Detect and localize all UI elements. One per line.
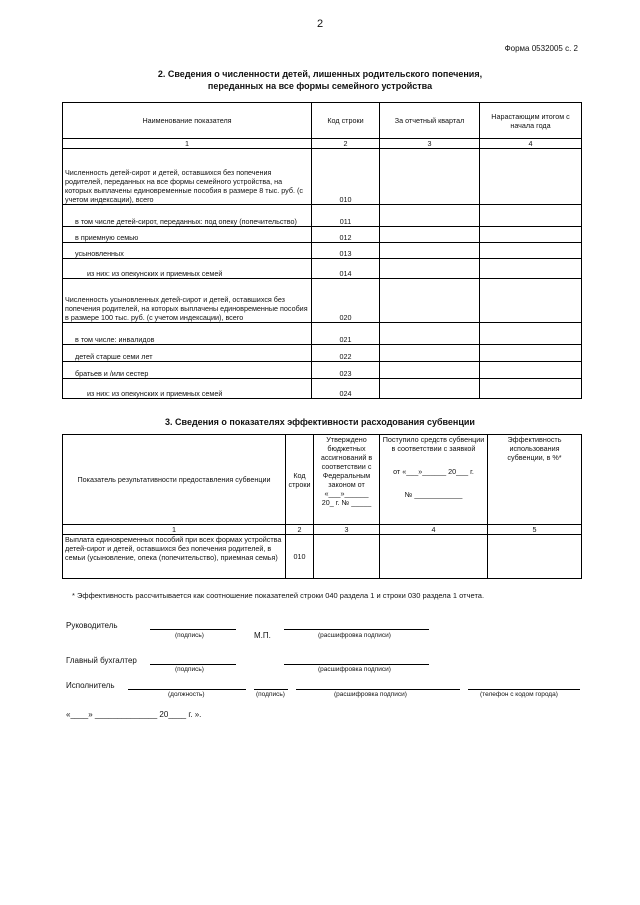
row-label: детей старше семи лет [63, 345, 312, 362]
form-label: Форма 0532005 с. 2 [504, 44, 578, 53]
executor-signature-line[interactable] [254, 689, 288, 690]
row-code: 011 [312, 205, 380, 227]
cell-quarter[interactable] [380, 362, 480, 379]
received-date: от «___»______ 20___ г. [393, 467, 474, 476]
colnum: 4 [480, 139, 582, 149]
page-number: 2 [316, 18, 324, 30]
section2-title-line1: 2. Сведения о численности детей, лишенных родительского попечения, [157, 69, 483, 79]
colnum: 4 [380, 525, 488, 535]
head-decoding-line[interactable] [284, 629, 429, 630]
date-line: «____» ______________ 20____ г. ». [66, 710, 202, 719]
accountant-signature-caption: (подпись) [175, 666, 204, 673]
head-signature-caption: (подпись) [175, 632, 204, 639]
colnum: 3 [314, 525, 380, 535]
stamp-label: М.П. [254, 631, 271, 640]
executor-signature-caption: (подпись) [256, 691, 285, 698]
cell-cumulative[interactable] [480, 362, 582, 379]
cell-quarter[interactable] [380, 279, 480, 323]
colnum: 2 [312, 139, 380, 149]
cell-quarter[interactable] [380, 323, 480, 345]
section2-colnum-row [63, 139, 582, 149]
executor-label: Исполнитель [66, 681, 115, 690]
header-code: Код строки [286, 435, 314, 525]
row-label: в том числе детей-сирот, переданных: под опеку (попечительство) [63, 205, 312, 227]
row-code: 020 [312, 279, 380, 323]
colnum: 5 [488, 525, 582, 535]
accountant-signature-line[interactable] [150, 664, 236, 665]
section3-table [62, 434, 582, 579]
row-code: 024 [312, 379, 380, 399]
cell-efficiency[interactable] [488, 535, 582, 579]
row-code: 014 [312, 259, 380, 279]
table-row [63, 243, 582, 259]
section2-header-row [63, 103, 582, 139]
cell-approved[interactable] [314, 535, 380, 579]
header-indicator: Наименование показателя [63, 103, 312, 139]
row-label: Выплата единовременных пособий при всех формах устройства детей-сирот и детей, оставшихся без попечения родителей, в семьи (усыновление, опека (попечительство), приемная семья) [63, 535, 286, 579]
header-efficiency: Эффективность использования субвенции, в %* [488, 435, 582, 525]
table-row [63, 535, 582, 579]
cell-quarter[interactable] [380, 345, 480, 362]
row-label: из них: из опекунских и приемных семей [63, 259, 312, 279]
head-signature-line[interactable] [150, 629, 236, 630]
row-code: 021 [312, 323, 380, 345]
head-decoding-caption: (расшифровка подписи) [318, 632, 391, 639]
accountant-label: Главный бухгалтер [66, 656, 137, 665]
row-code: 012 [312, 227, 380, 243]
cell-cumulative[interactable] [480, 243, 582, 259]
cell-cumulative[interactable] [480, 149, 582, 205]
table-row [63, 227, 582, 243]
cell-quarter[interactable] [380, 227, 480, 243]
header-indicator: Показатель результативности предоставления субвенции [63, 435, 286, 525]
cell-quarter[interactable] [380, 379, 480, 399]
row-code: 022 [312, 345, 380, 362]
table-row [63, 205, 582, 227]
cell-received[interactable] [380, 535, 488, 579]
row-label: из них: из опекунских и приемных семей [63, 379, 312, 399]
section3-colnum-row [63, 525, 582, 535]
executor-position-caption: (должность) [168, 691, 205, 698]
cell-quarter[interactable] [380, 243, 480, 259]
row-label: братьев и /или сестер [63, 362, 312, 379]
executor-decoding-line[interactable] [296, 689, 460, 690]
row-code: 010 [286, 535, 314, 579]
table-row [63, 149, 582, 205]
approved-year: 20_ г. № _____ [321, 498, 372, 507]
approved-text: Утверждено бюджетных ассигнований в соответствии с Федеральным законом от [320, 435, 373, 489]
row-code: 023 [312, 362, 380, 379]
cell-cumulative[interactable] [480, 323, 582, 345]
accountant-decoding-caption: (расшифровка подписи) [318, 666, 391, 673]
cell-cumulative[interactable] [480, 279, 582, 323]
received-text: Поступило средств субвенции в соответствии с заявкой [382, 435, 485, 453]
cell-cumulative[interactable] [480, 259, 582, 279]
table-row [63, 379, 582, 399]
row-label: в том числе: инвалидов [63, 323, 312, 345]
cell-quarter[interactable] [380, 149, 480, 205]
section2-table [62, 102, 582, 399]
colnum: 1 [63, 525, 286, 535]
cell-cumulative[interactable] [480, 345, 582, 362]
row-label: Численность усыновленных детей-сирот и детей, оставшихся без попечения родителей, на которых выплачены единовременные пособия в размере 100 тыс. руб. (с учетом индексации), всего [63, 279, 312, 323]
accountant-decoding-line[interactable] [284, 664, 429, 665]
section3-title: 3. Сведения о показателях эффективности расходования субвенции [165, 417, 475, 427]
colnum: 2 [286, 525, 314, 535]
header-cumulative: Нарастающим итогом с начала года [480, 103, 582, 139]
colnum: 3 [380, 139, 480, 149]
received-no: № ____________ [404, 490, 463, 499]
cell-cumulative[interactable] [480, 227, 582, 243]
cell-quarter[interactable] [380, 259, 480, 279]
header-quarter: За отчетный квартал [380, 103, 480, 139]
footnote: * Эффективность рассчитывается как соотношение показателей строки 040 раздела 1 и строки 030 раздела 1 отчета. [72, 591, 485, 600]
head-label: Руководитель [66, 621, 118, 630]
section3-header-row [63, 435, 582, 525]
table-row [63, 345, 582, 362]
cell-cumulative[interactable] [480, 379, 582, 399]
header-approved [314, 435, 380, 525]
row-label: усыновленных [63, 243, 312, 259]
colnum: 1 [63, 139, 312, 149]
section2-title-line2: переданных на все формы семейного устройства [207, 81, 433, 91]
table-row [63, 279, 582, 323]
header-code: Код строки [312, 103, 380, 139]
executor-phone-line[interactable] [468, 689, 580, 690]
header-received [380, 435, 488, 525]
executor-phone-caption: (телефон с кодом города) [480, 691, 558, 698]
executor-decoding-caption: (расшифровка подписи) [334, 691, 407, 698]
cell-quarter[interactable] [380, 205, 480, 227]
cell-cumulative[interactable] [480, 205, 582, 227]
row-label: в приемную семью [63, 227, 312, 243]
row-label: Численность детей-сирот и детей, оставшихся без попечения родителей, переданных на все формы семейного устройства, на которых выплачены единовременные пособия в размере 8 тыс. руб. (с учетом индексации), всего [63, 149, 312, 205]
executor-position-line[interactable] [128, 689, 246, 690]
row-code: 013 [312, 243, 380, 259]
approved-date: «___»______ [324, 489, 369, 498]
table-row [63, 259, 582, 279]
table-row [63, 323, 582, 345]
row-code: 010 [312, 149, 380, 205]
table-row [63, 362, 582, 379]
